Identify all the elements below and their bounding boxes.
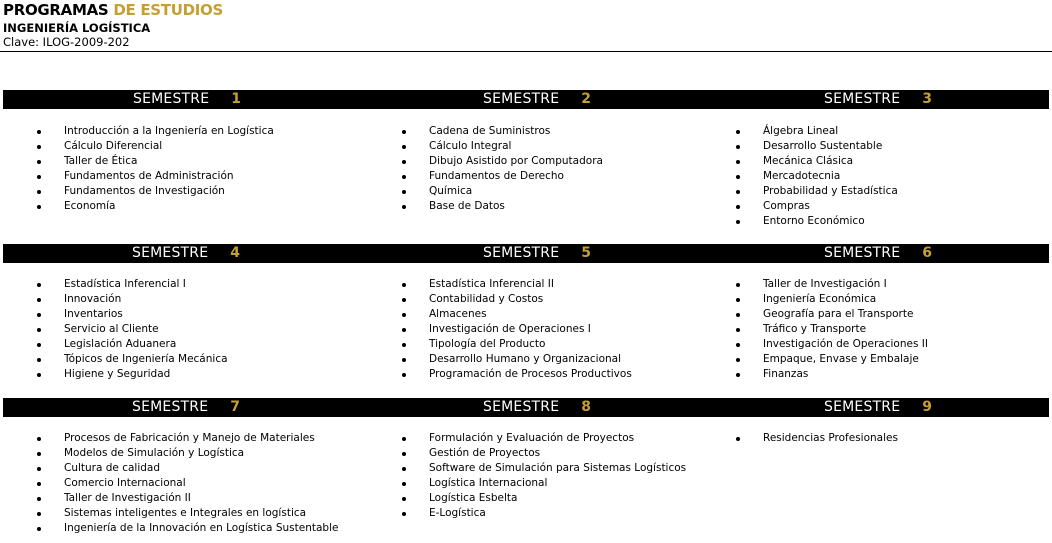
semester-9-courses xyxy=(736,431,898,446)
course-item: Química xyxy=(402,184,603,199)
course-item: Servicio al Cliente xyxy=(37,322,228,337)
course-item: Base de Datos xyxy=(402,199,603,214)
course-item: Introducción a la Ingeniería en Logística xyxy=(37,124,274,139)
course-item: Programación de Procesos Productivos xyxy=(402,367,632,382)
course-item: Taller de Investigación II xyxy=(37,491,338,506)
program-clave: Clave: ILOG-2009-202 xyxy=(3,35,130,49)
course-item: Software de Simulación para Sistemas Logísticos xyxy=(402,461,686,476)
course-item: Legislación Aduanera xyxy=(37,337,228,352)
semester-7-courses xyxy=(37,431,338,536)
course-item: Residencias Profesionales xyxy=(736,431,898,446)
semester-band-row-1 xyxy=(3,90,1049,109)
course-item: Fundamentos de Administración xyxy=(37,169,274,184)
course-item: Estadística Inferencial II xyxy=(402,277,632,292)
semester-label: SEMESTRE xyxy=(483,245,560,261)
course-item: Procesos de Fabricación y Manejo de Materiales xyxy=(37,431,338,446)
semester-2-courses xyxy=(402,124,603,214)
course-item: Formulación y Evaluación de Proyectos xyxy=(402,431,686,446)
page-title xyxy=(3,1,223,19)
course-item: Álgebra Lineal xyxy=(736,124,898,139)
course-item: Cálculo Integral xyxy=(402,139,603,154)
semester-8-heading xyxy=(483,398,591,417)
course-item: Probabilidad y Estadística xyxy=(736,184,898,199)
semester-number: 7 xyxy=(230,399,241,415)
course-item: Innovación xyxy=(37,292,228,307)
course-item: Compras xyxy=(736,199,898,214)
course-item: Fundamentos de Investigación xyxy=(37,184,274,199)
semester-5-heading xyxy=(483,244,591,263)
course-item: Tráfico y Transporte xyxy=(736,322,928,337)
course-item: Finanzas xyxy=(736,367,928,382)
course-item: Cadena de Suministros xyxy=(402,124,603,139)
semester-number: 2 xyxy=(581,91,592,107)
course-item: Cultura de calidad xyxy=(37,461,338,476)
semester-7-heading xyxy=(132,398,240,417)
semester-band-row-3 xyxy=(3,398,1049,417)
semester-4-courses xyxy=(37,277,228,382)
semester-1-courses xyxy=(37,124,274,214)
course-item: Logística Internacional xyxy=(402,476,686,491)
course-item: Modelos de Simulación y Logística xyxy=(37,446,338,461)
header-divider xyxy=(0,51,1052,52)
course-item: Inventarios xyxy=(37,307,228,322)
course-item: Taller de Ética xyxy=(37,154,274,169)
course-item: Investigación de Operaciones I xyxy=(402,322,632,337)
course-item: Empaque, Envase y Embalaje xyxy=(736,352,928,367)
course-item: Contabilidad y Costos xyxy=(402,292,632,307)
course-item: Tipología del Producto xyxy=(402,337,632,352)
semester-label: SEMESTRE xyxy=(132,399,209,415)
semester-number: 3 xyxy=(922,91,933,107)
semester-label: SEMESTRE xyxy=(824,399,901,415)
semester-5-courses xyxy=(402,277,632,382)
course-item: Fundamentos de Derecho xyxy=(402,169,603,184)
semester-number: 4 xyxy=(230,245,241,261)
semester-9-heading xyxy=(824,398,932,417)
semester-label: SEMESTRE xyxy=(483,91,560,107)
course-item: Mecánica Clásica xyxy=(736,154,898,169)
semester-6-heading xyxy=(824,244,932,263)
course-item: Desarrollo Humano y Organizacional xyxy=(402,352,632,367)
course-item: Higiene y Seguridad xyxy=(37,367,228,382)
semester-3-heading xyxy=(824,90,932,109)
course-item: Entorno Económico xyxy=(736,214,898,229)
semester-label: SEMESTRE xyxy=(824,91,901,107)
semester-number: 6 xyxy=(922,245,933,261)
semester-label: SEMESTRE xyxy=(132,245,209,261)
semester-label: SEMESTRE xyxy=(483,399,560,415)
course-item: Investigación de Operaciones II xyxy=(736,337,928,352)
semester-2-heading xyxy=(483,90,591,109)
semester-band-row-2 xyxy=(3,244,1049,263)
semester-3-courses xyxy=(736,124,898,229)
course-item: Gestión de Proyectos xyxy=(402,446,686,461)
course-item: Ingeniería de la Innovación en Logística Sustentable xyxy=(37,521,338,536)
course-item: Ingeniería Económica xyxy=(736,292,928,307)
course-item: Taller de Investigación I xyxy=(736,277,928,292)
course-item: Geografía para el Transporte xyxy=(736,307,928,322)
course-item: Dibujo Asistido por Computadora xyxy=(402,154,603,169)
semester-number: 5 xyxy=(581,245,592,261)
course-item: Logística Esbelta xyxy=(402,491,686,506)
semester-number: 1 xyxy=(231,91,242,107)
course-item: Estadística Inferencial I xyxy=(37,277,228,292)
course-item: Comercio Internacional xyxy=(37,476,338,491)
course-item: E-Logística xyxy=(402,506,686,521)
title-part-2: DE ESTUDIOS xyxy=(113,1,223,19)
program-name: INGENIERÍA LOGÍSTICA xyxy=(3,21,151,35)
course-item: Sistemas inteligentes e Integrales en logística xyxy=(37,506,338,521)
title-part-1: PROGRAMAS xyxy=(3,1,114,19)
document-header xyxy=(3,1,223,49)
semester-1-heading xyxy=(133,90,241,109)
semester-label: SEMESTRE xyxy=(133,91,210,107)
semester-number: 9 xyxy=(922,399,933,415)
semester-4-heading xyxy=(132,244,240,263)
course-item: Cálculo Diferencial xyxy=(37,139,274,154)
course-item: Tópicos de Ingeniería Mecánica xyxy=(37,352,228,367)
semester-8-courses xyxy=(402,431,686,521)
semester-6-courses xyxy=(736,277,928,382)
semester-number: 8 xyxy=(581,399,592,415)
course-item: Desarrollo Sustentable xyxy=(736,139,898,154)
course-item: Economía xyxy=(37,199,274,214)
course-item: Almacenes xyxy=(402,307,632,322)
course-item: Mercadotecnia xyxy=(736,169,898,184)
semester-label: SEMESTRE xyxy=(824,245,901,261)
